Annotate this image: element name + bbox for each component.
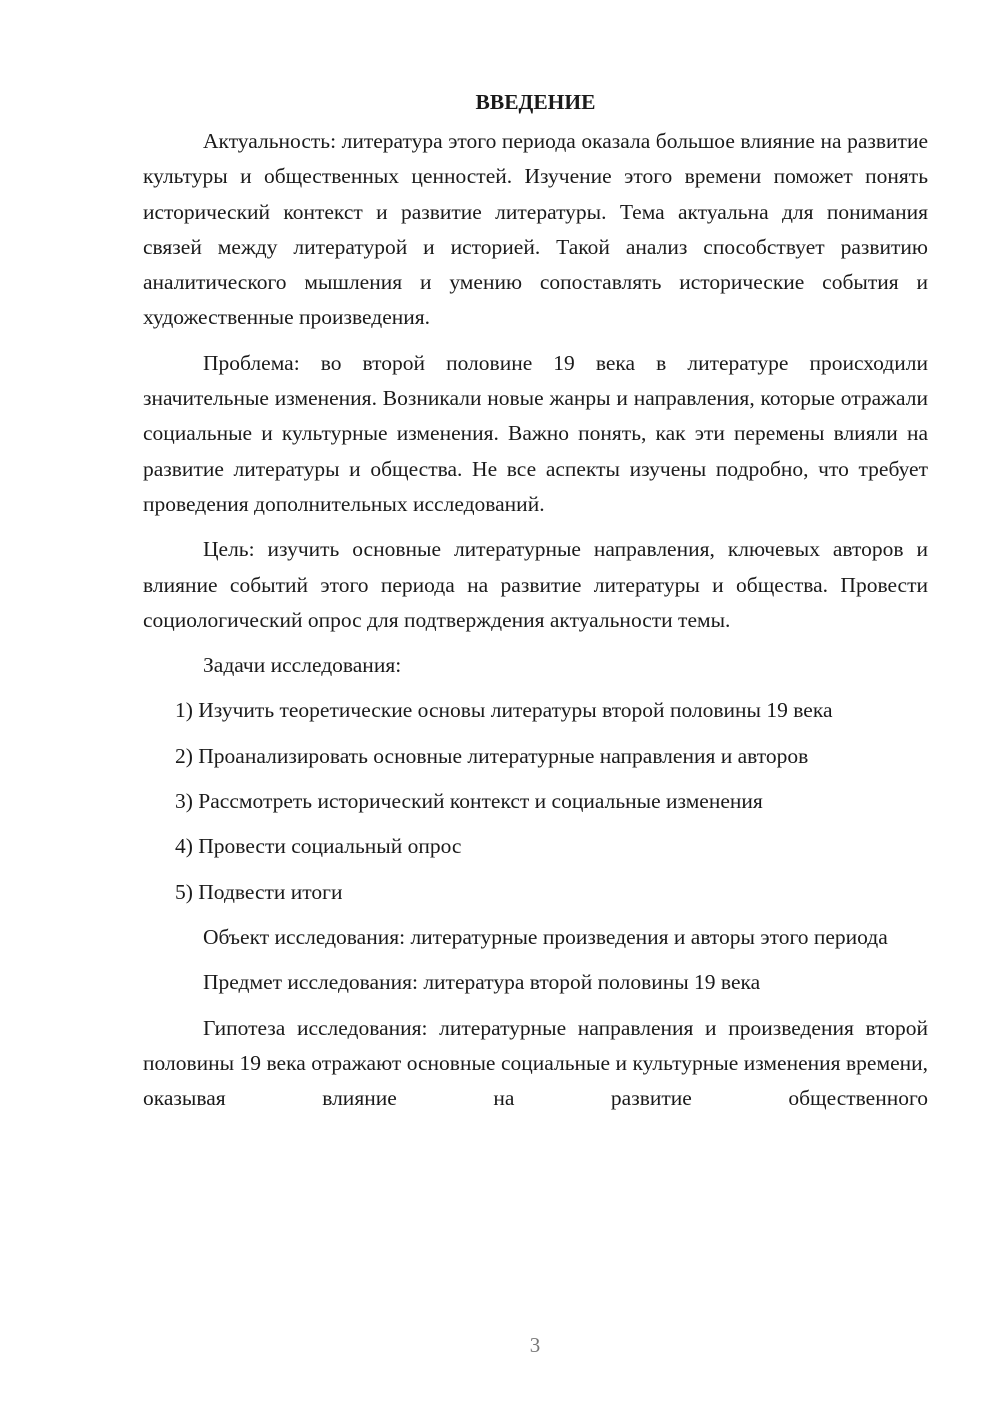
section-heading: ВВЕДЕНИЕ	[475, 90, 596, 114]
paragraph-hypothesis: Гипотеза исследования: литературные направления и произведения второй половины 19 века отражают основные социальные и культурные изменения времени, оказывая влияние на развитие общественного	[143, 1015, 928, 1111]
tasks-heading: Задачи исследования:	[203, 653, 402, 678]
paragraph-subject: Предмет исследования: литература второй половины 19 века	[203, 970, 761, 995]
paragraph-goal: Цель: изучить основные литературные направления, ключевых авторов и влияние событий этого периода на развитие литературы и общества. Провести социологический опрос для подтверждения актуальности темы.	[143, 537, 928, 632]
paragraph-problem: Проблема: во второй половине 19 века в литературе происходили значительные изменения. Возникали новые жанры и направления, которые отражали социальные и культурные изменения. Важно понять, как эти перемены влияли на развитие литературы и общества. Не все аспекты изучены подробно, что требует проведения дополнительных исследований.	[143, 350, 928, 516]
document-page	[143, 88, 928, 1126]
page-number: 3	[529, 1333, 541, 1357]
task-item-1: 1) Изучить теоретические основы литературы второй половины 19 века	[175, 698, 833, 723]
paragraph-object: Объект исследования: литературные произведения и авторы этого периода	[203, 924, 888, 949]
task-item-2: 2) Проанализировать основные литературные направления и авторов	[175, 743, 809, 768]
paragraph-relevance: Актуальность: литература этого периода оказала большое влияние на развитие культуры и общественных ценностей. Изучение этого времени поможет понять исторический контекст и развитие литературы. Тема актуальна для понимания связей между литературой и историей. Такой анализ способствует развитию аналитического мышления и умению сопоставлять исторические события и художественные произведения.	[143, 129, 928, 330]
task-item-3: 3) Рассмотреть исторический контекст и социальные изменения	[175, 789, 763, 814]
task-item-4: 4) Провести социальный опрос	[175, 834, 462, 859]
task-item-5: 5) Подвести итоги	[175, 879, 343, 904]
